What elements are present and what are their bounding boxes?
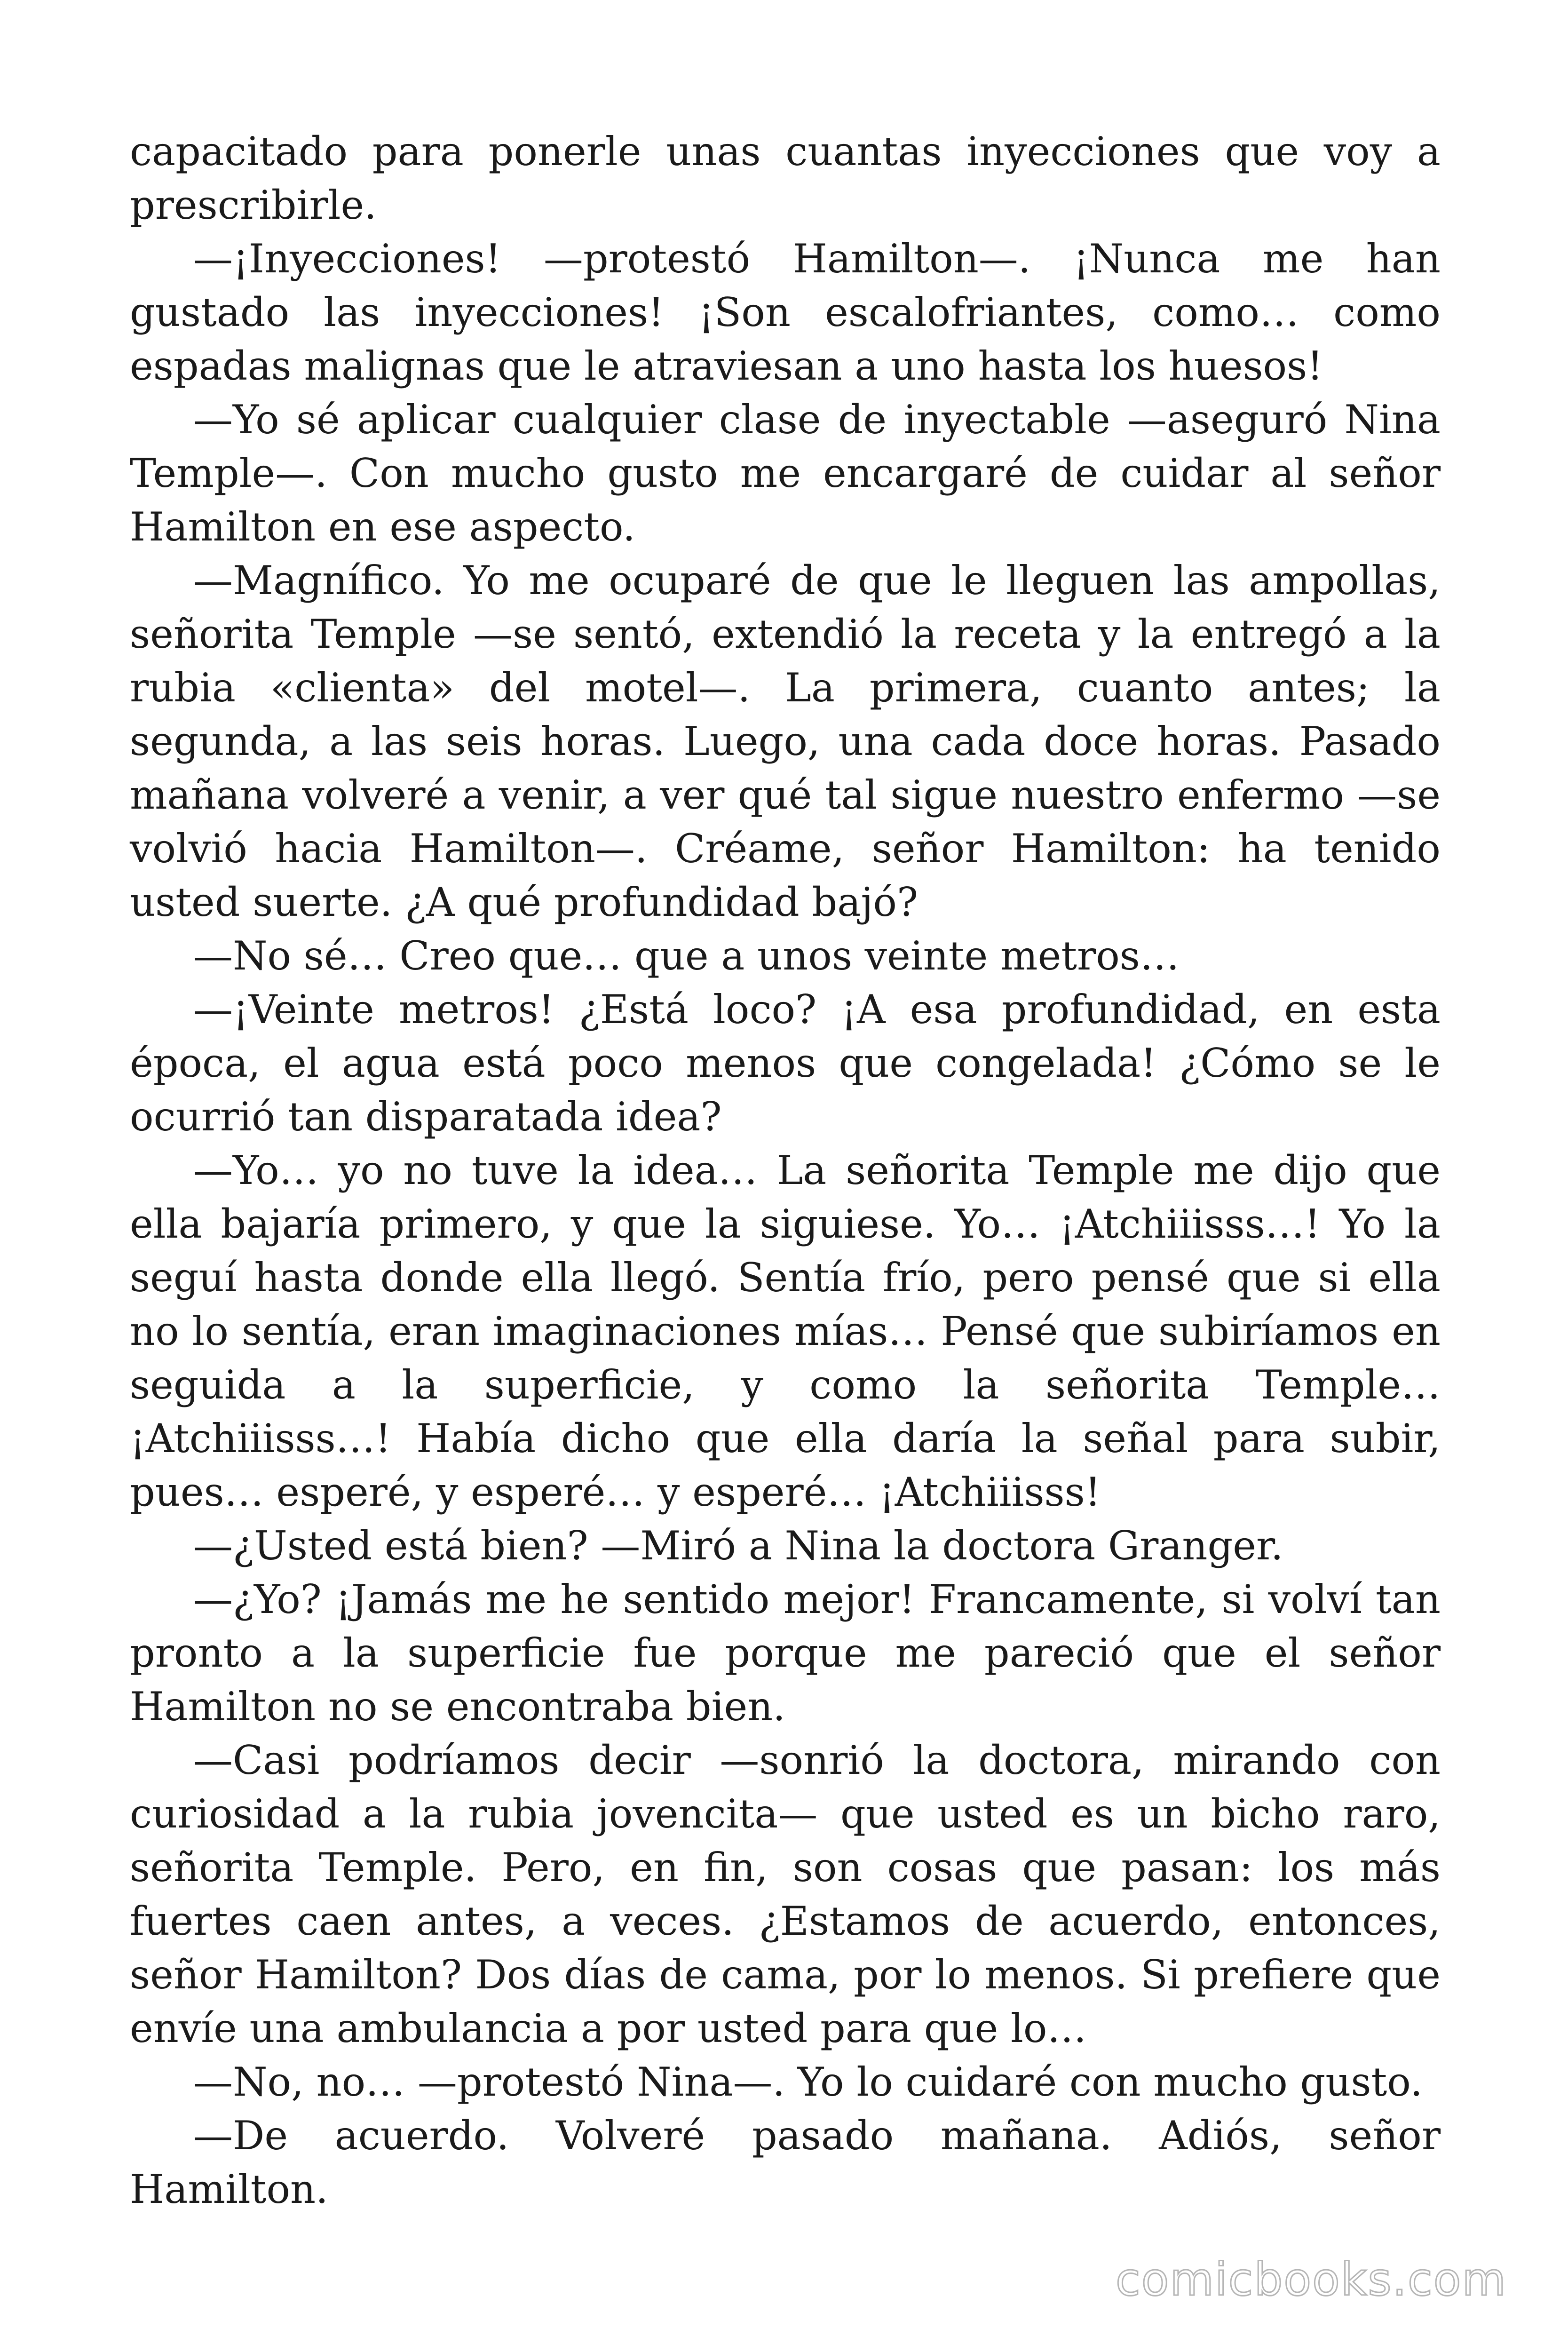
paragraph: —No sé… Creo que… que a unos veinte metros… xyxy=(193,933,1180,979)
paragraph: —Yo sé aplicar cualquier clase de inyectable —aseguró Nina Temple—. Con mucho gusto me encargaré de cuidar al señor Hamilton en ese aspecto. xyxy=(130,397,1441,550)
page-body xyxy=(130,125,1441,2216)
paragraph: —¡Inyecciones! —protestó Hamilton—. ¡Nunca me han gustado las inyecciones! ¡Son escalofriantes, como… como espadas malignas que le atraviesan a uno hasta los huesos! xyxy=(130,236,1441,389)
paragraph: —¿Yo? ¡Jamás me he sentido mejor! Francamente, si volví tan pronto a la superficie fue porque me pareció que el señor Hamilton no se encontraba bien. xyxy=(130,1576,1441,1730)
paragraph: —¡Veinte metros! ¿Está loco? ¡A esa profundidad, en esta época, el agua está poco menos que congelada! ¿Cómo se le ocurrió tan disparatada idea? xyxy=(130,986,1441,1140)
paragraph: —De acuerdo. Volveré pasado mañana. Adiós, señor Hamilton. xyxy=(130,2113,1441,2212)
paragraph: capacitado para ponerle unas cuantas inyecciones que voy a prescribirle. xyxy=(130,128,1441,228)
paragraph: —Yo… yo no tuve la idea… La señorita Temple me dijo que ella bajaría primero, y que la siguiese. Yo… ¡Atchiiisss…! Yo la seguí hasta donde ella llegó. Sentía frío, pero pensé que si ella no lo sentía, eran imaginaciones mías… Pensé que subiríamos en seguida a la superficie, y como la señorita Temple… ¡Atchiiisss…! Había dicho que ella daría la señal para subir, pues… esperé, y esperé… y esperé… ¡Atchiiisss! xyxy=(130,1147,1441,1515)
paragraph: —Magnífico. Yo me ocuparé de que le lleguen las ampollas, señorita Temple —se sentó, extendió la receta y la entregó a la rubia «clienta» del motel—. La primera, cuanto antes; la segunda, a las seis horas. Luego, una cada doce horas. Pasado mañana volveré a venir, a ver qué tal sigue nuestro enfermo —se volvió hacia Hamilton—. Créame, señor Hamilton: ha tenido usted suerte. ¿A qué profundidad bajó? xyxy=(130,557,1441,925)
paragraph: —No, no… —protestó Nina—. Yo lo cuidaré con mucho gusto. xyxy=(193,2059,1423,2105)
paragraph: —¿Usted está bien? —Miró a Nina la doctora Granger. xyxy=(193,1523,1283,1569)
watermark: comicbooks.com xyxy=(1115,2253,1507,2306)
paragraph: —Casi podríamos decir —sonrió la doctora, mirando con curiosidad a la rubia jovencita— que usted es un bicho raro, señorita Temple. Pero, en fin, son cosas que pasan: los más fuertes caen antes, a veces. ¿Estamos de acuerdo, entonces, señor Hamilton? Dos días de cama, por lo menos. Si prefiere que envíe una ambulancia a por usted para que lo… xyxy=(130,1737,1441,2051)
